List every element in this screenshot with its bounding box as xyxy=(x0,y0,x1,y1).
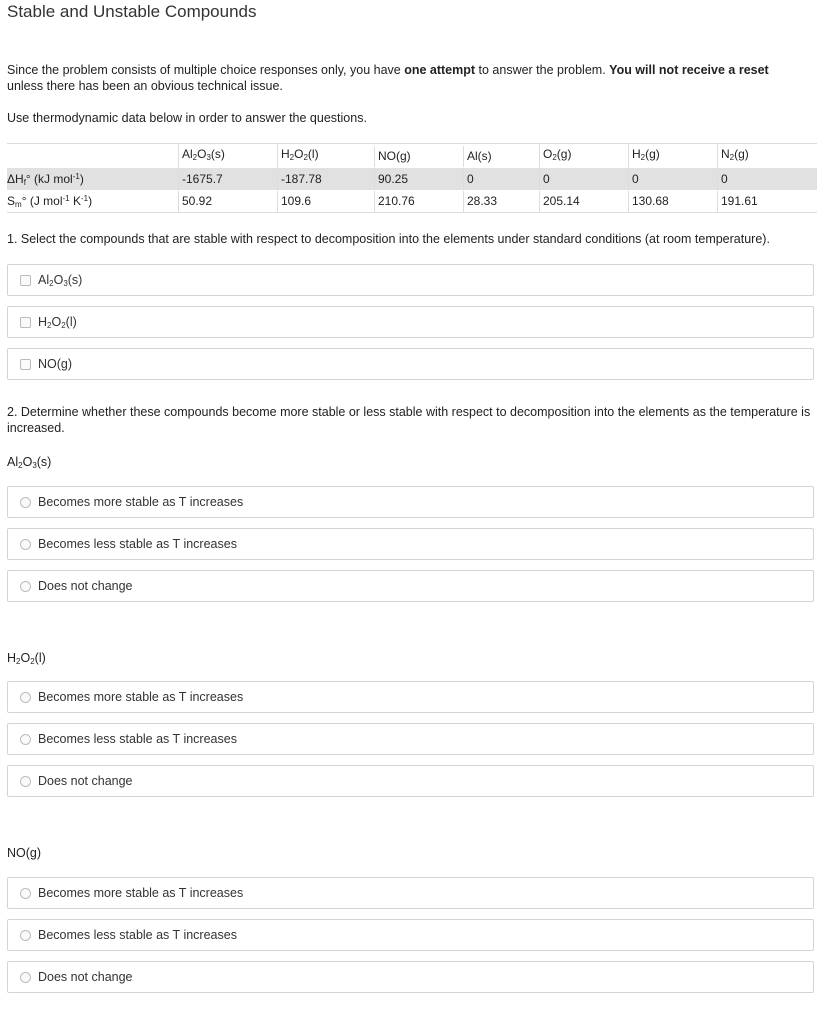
cell-s-al: 28.33 xyxy=(463,190,539,213)
q2-h2o2-more-stable[interactable] xyxy=(7,681,814,713)
cell-s-h2o2: 109.6 xyxy=(277,190,374,213)
choice-label: Becomes less stable as T increases xyxy=(38,732,237,746)
cell-dh-o2: 0 xyxy=(539,168,628,190)
cell-dh-h2o2: -187.78 xyxy=(277,168,374,190)
q1-option-no[interactable] xyxy=(7,348,814,380)
instruction-text: Use thermodynamic data below in order to answer the questions. xyxy=(7,111,367,125)
q1-option-h2o2-label: $H_2O_2(l)$ xyxy=(38,315,77,330)
q2-group-no-label: NO(g) xyxy=(7,846,42,860)
cell-dh-h2: 0 xyxy=(628,168,717,190)
table-header-row xyxy=(7,144,817,169)
col-header-h2o2: $H_2O_2(l)$ xyxy=(277,144,374,169)
q2-no-no-change[interactable] xyxy=(7,961,814,993)
choice-label: Becomes more stable as T increases xyxy=(38,886,244,900)
question-1-prompt: 1. Select the compounds that are stable with respect to decomposition into the elements under standard conditions (at room temperature). xyxy=(7,232,770,246)
intro-bold-1: one attempt xyxy=(404,63,476,77)
col-header-al: Al(s) xyxy=(463,144,539,169)
cell-dh-n2: 0 xyxy=(717,168,817,190)
q2-al2o3-no-change[interactable] xyxy=(7,570,814,602)
col-header-h2: $H_2(g)$ xyxy=(628,144,717,169)
intro-text-3: unless there has been an obvious technical issue. xyxy=(7,79,283,93)
radio-icon[interactable] xyxy=(20,930,31,941)
col-header-n2: $N_2(g)$ xyxy=(717,144,817,169)
radio-icon[interactable] xyxy=(20,497,31,508)
q2-al2o3-less-stable[interactable] xyxy=(7,528,814,560)
radio-icon[interactable] xyxy=(20,734,31,745)
col-header-o2: $O_2(g)$ xyxy=(539,144,628,169)
cell-s-h2: 130.68 xyxy=(628,190,717,213)
intro-paragraph xyxy=(7,62,817,94)
choice-label: Becomes more stable as T increases xyxy=(38,495,244,509)
row-label-enthalpy: $\Delta H_f^\circ$ (kJ mol$^{-1}$) xyxy=(7,168,178,190)
cell-dh-no: 90.25 xyxy=(374,168,463,190)
radio-icon[interactable] xyxy=(20,581,31,592)
q2-group-al2o3-label: $Al_2O_3(s)$ xyxy=(7,455,52,470)
q1-option-al2o3[interactable] xyxy=(7,264,814,296)
checkbox-icon[interactable] xyxy=(20,275,31,286)
radio-icon[interactable] xyxy=(20,776,31,787)
choice-label: Becomes more stable as T increases xyxy=(38,690,244,704)
cell-dh-al2o3: -1675.7 xyxy=(178,168,277,190)
question-2-prompt: 2. Determine whether these compounds become more stable or less stable with respect to decomposition into the elements as the temperature is increased. xyxy=(7,405,811,435)
q1-option-no-label: NO(g) xyxy=(38,357,73,371)
cell-s-al2o3: 50.92 xyxy=(178,190,277,213)
row-label-entropy: $S_m^\circ$ (J mol$^{-1}$ $K^{-1}$) xyxy=(7,190,178,213)
q1-option-al2o3-label: $Al_2O_3(s)$ xyxy=(38,273,83,288)
q2-no-less-stable[interactable] xyxy=(7,919,814,951)
radio-icon[interactable] xyxy=(20,888,31,899)
page-title: Stable and Unstable Compounds xyxy=(7,2,257,21)
q2-al2o3-more-stable[interactable] xyxy=(7,486,814,518)
radio-icon[interactable] xyxy=(20,972,31,983)
cell-s-o2: 205.14 xyxy=(539,190,628,213)
thermo-data-table xyxy=(7,143,817,213)
intro-text-2: to answer the problem. xyxy=(475,63,610,77)
cell-s-n2: 191.61 xyxy=(717,190,817,213)
cell-dh-al: 0 xyxy=(463,168,539,190)
intro-text-1: Since the problem consists of multiple choice responses only, you have xyxy=(7,63,405,77)
radio-icon[interactable] xyxy=(20,692,31,703)
q1-option-h2o2[interactable] xyxy=(7,306,814,338)
radio-icon[interactable] xyxy=(20,539,31,550)
checkbox-icon[interactable] xyxy=(20,317,31,328)
q2-no-more-stable[interactable] xyxy=(7,877,814,909)
choice-label: Does not change xyxy=(38,579,133,593)
choice-label: Does not change xyxy=(38,970,133,984)
col-header-al2o3: $Al_2O_3(s)$ xyxy=(178,144,277,169)
choice-label: Becomes less stable as T increases xyxy=(38,537,237,551)
choice-label: Becomes less stable as T increases xyxy=(38,928,237,942)
cell-s-no: 210.76 xyxy=(374,190,463,213)
col-header-no: NO(g) xyxy=(374,144,463,169)
table-row-enthalpy xyxy=(7,168,817,190)
table-row-entropy xyxy=(7,190,817,213)
checkbox-icon[interactable] xyxy=(20,359,31,370)
q2-group-h2o2-label: $H_2O_2(l)$ xyxy=(7,651,46,666)
q2-h2o2-less-stable[interactable] xyxy=(7,723,814,755)
q2-h2o2-no-change[interactable] xyxy=(7,765,814,797)
intro-bold-2: You will not receive a reset xyxy=(609,63,769,77)
choice-label: Does not change xyxy=(38,774,133,788)
